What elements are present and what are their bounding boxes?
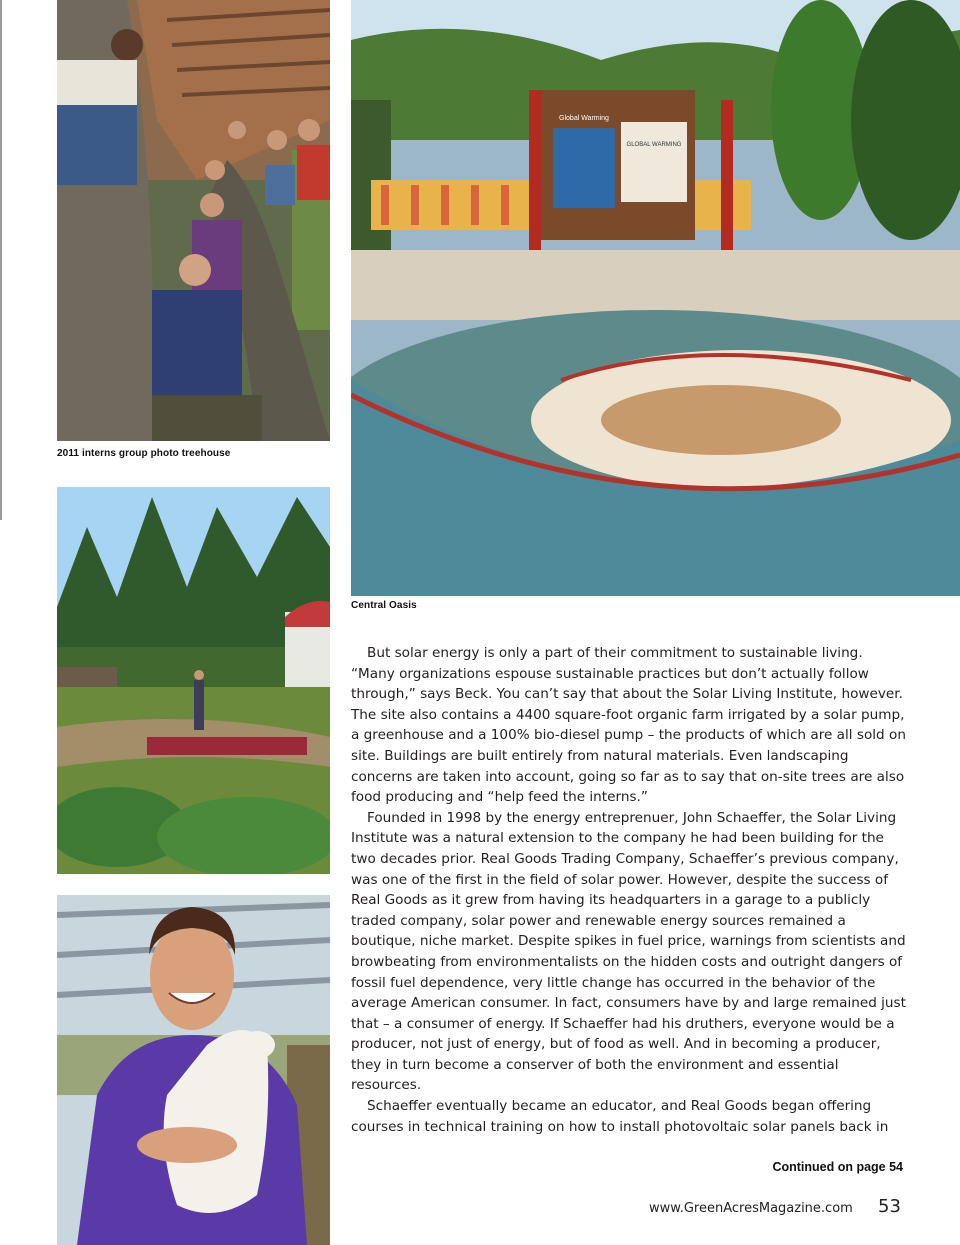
sign-left-text: Global Warming [559, 115, 609, 122]
continued-on-page-link[interactable]: Continued on page 54 [772, 1160, 903, 1174]
central-oasis-photo [351, 0, 960, 596]
article-body [351, 643, 906, 1137]
page-number: 53 [878, 1196, 901, 1217]
treehouse-photo [57, 0, 330, 441]
intern-with-goat-photo [57, 895, 330, 1245]
central-oasis-caption: Central Oasis [351, 600, 417, 611]
article-paragraph: Founded in 1998 by the energy entreprenuer, John Schaeffer, the Solar Living Institute was a natural extension to the company he had been building for the two decades prior. Real Goods Trading Company, Schaeffer’s previous company, was one of the first in the field of solar power. However, despite the success of Real Goods as it grew from having its headquarters in a garage to a publicly traded company, solar power and renewable energy sources remained a boutique, niche market. Despite spikes in fuel price, warnings from scientists and browbeating from environmentalists on the hidden costs and outright dangers of fossil fuel dependence, very little change has occurred in the behavior of the average American consumer. In fact, consumers have by and large remained just that – a consumer of energy. If Schaeffer had his druthers, everyone would be a producer, not just of energy, but of food as well. And in becoming a producer, they in turn become a conserver of both the environment and essential resources. [351, 809, 906, 1094]
sign-right-title: GLOBAL WARMING [626, 142, 682, 148]
garden-photo [57, 487, 330, 874]
page-edge-line [0, 0, 2, 520]
treehouse-caption: 2011 interns group photo treehouse [57, 448, 231, 459]
article-paragraph: But solar energy is only a part of their commitment to sustainable living. “Many organizations espouse sustainable practices but don’t actually follow through,” says Beck. You can’t say that about the Solar Living Institute, however. The site also contains a 4400 square-foot organic farm irrigated by a solar pump, a greenhouse and a 100% bio-diesel pump – the products of which are all sold on site. Buildings are built entirely from natural materials. Even landscaping concerns are taken into account, going so far as to say that on-site trees are also food producing and “help feed the interns.” [351, 645, 906, 806]
article-paragraph: Schaeffer eventually became an educator, and Real Goods began offering courses in technical training on how to install photovoltaic solar panels back in [351, 1098, 889, 1135]
footer-website-url[interactable]: www.GreenAcresMagazine.com [649, 1201, 853, 1216]
